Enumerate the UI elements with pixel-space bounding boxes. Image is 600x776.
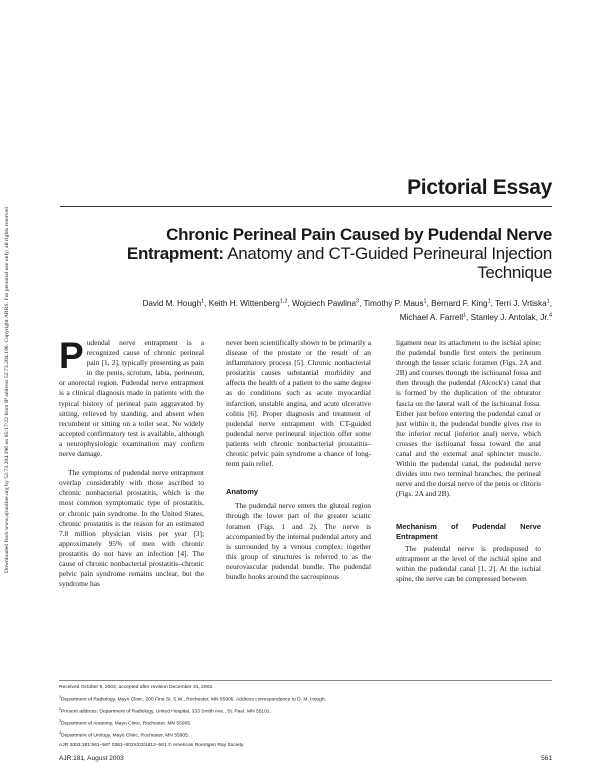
- author: Terri J. Vrtiska$^1$,: [495, 298, 552, 308]
- paragraph: The pudendal nerve is predisposed to entrapment at the level of the ischial spine and within the pudendal canal [1, 2]. At the ischial spine, the nerve can be compressed between: [396, 543, 541, 583]
- section-title: Pictorial Essay: [407, 176, 552, 199]
- author: Keith H. Wittenberg$^{1,2}$,: [208, 298, 292, 308]
- download-notice-sidebar: [1, 130, 13, 650]
- footnotes: [59, 684, 549, 752]
- author: Michael A. Farrell$^1$,: [399, 312, 471, 323]
- intro-paragraph: Pudendal nerve entrapment is a recognized cause of chronic perineal pain [1, 2], typically presenting as pain in the penis, scrotum, labia, perineum, or anorectal region. Pudendal nerve entrapment is a clinical diagnosis made in patients with the typical history of perineal pain aggravated by sitting, relieved by standing, and absent when recumbent or sitting on a toilet seat. No widely accepted confirmatory test is available, although a neurophysiologic examination may confirm nerve damage.: [59, 335, 204, 459]
- author: Wojciech Pawlina$^3$,: [292, 298, 364, 308]
- paragraph: ligament near its attachment to the ischial spine; the pudendal bundle first enters the perineum through the lesser sciatic foramen (Figs. 2A and 2B) and courses through the ischioanal fossa and then through the pudendal (Alcock's) canal that is formed by the duplication of the obturator fascia on the lateral wall of the ischioanal fossa. Either just before entering the pudendal canal or just within it, the pudendal bundle gives rise to the inferior rectal (inferior anal) nerve, which crosses the ischioanal fossa toward the anal canal and the external anal sphincter muscle. Within the pudendal canal, the pudendal nerve divides into two terminal branches, the perineal nerve and the dorsal nerve of the penis or clitoris (Figs. 2A and 2B).: [396, 338, 541, 499]
- affiliation-footnote: $^1$Department of Radiology, Mayo Clinic, 200 First St. S.W., Rochester, MN 55905. Address correspondence to D. M. Hough.: [59, 694, 326, 703]
- citation-line: AJR 2003;181:561–567 0361–803X/03/1812–561 © American Roentgen Ray Society: [59, 743, 244, 748]
- paragraph: The pudendal nerve enters the gluteal region through the lower part of the greater sciatic foramen (Figs. 1 and 2). The nerve is accompanied by the internal pudendal artery and is surrounded by a venous complex; together this group of structures is referred to as the neurovascular pudendal bundle. The pudendal bundle hooks around the sacrospinous: [226, 501, 371, 581]
- paragraph: never been scientifically shown to be primarily a disease of the prostate or the result of an inflammatory process [5]. Chronic nonbacterial prostatitis causes substantial morbidity and affects the health of a patient to the same degree as do conditions such as acute myocardial infarction, unstable angina, and acute ulcerative colitis [6]. Proper diagnosis and treatment of pudendal nerve entrapment with CT-guided pudendal nerve perineural injection offer some patients with chronic nonbacterial prostatitis–chronic pelvic pain syndrome a chance of long-term pain relief.: [226, 338, 371, 469]
- footnote-rule: [59, 680, 552, 681]
- mechanism-heading: Mechanism of Pudendal Nerve Entrapment: [396, 521, 541, 541]
- body-column-1: [59, 335, 204, 589]
- author-list: [82, 295, 552, 324]
- anatomy-heading: Anatomy: [226, 487, 259, 497]
- download-notice-text: Downloaded from www.ajronline.org by 52.73.204.196 on 05/17/22 from IP address 52.73.204.196. Copyright ARRS. For personal use only; all rights reserved: [4, 207, 10, 573]
- paragraph: The symptoms of pudendal nerve entrapment overlap considerably with those ascribed to chronic nonbacterial prostatitis, which is the most common symptomatic type of prostatitis, or chronic pain syndrome. In the United States, chronic prostatitis is the reason for an estimated 7.8 million physician visits per year [3]; approximately 95% of men with chronic prostatitis do not have an infection [4]. The cause of chronic nonbacterial prostatitis–chronic pelvic pain syndrome remains unclear, but the syndrome has: [59, 468, 204, 589]
- affiliation-footnote: $^3$Department of Anatomy, Mayo Clinic, Rochester, MN 55905.: [59, 718, 192, 727]
- author: Timothy P. Maus$^1$,: [363, 298, 432, 308]
- article-title: [112, 225, 552, 282]
- body-column-3: [396, 338, 541, 584]
- article-title-regular: Anatomy and CT-Guided Perineural Injection Technique: [223, 244, 552, 282]
- journal-footer: AJR:181, August 2003: [59, 755, 124, 762]
- body-column-2: [226, 338, 371, 582]
- page-number: 561: [541, 755, 552, 762]
- author: David M. Hough$^1$,: [142, 298, 209, 308]
- article-title-bold: Chronic Perineal Pain Caused by Pudendal Nerve Entrapment:: [126, 225, 552, 263]
- author: Stanley J. Antolak, Jr.$^4$: [470, 312, 552, 323]
- received-date: Received October 9, 2002; accepted after revision December 31, 2002.: [59, 685, 214, 690]
- affiliation-footnote: $^4$Department of Urology, Mayo Clinic, Rochester, MN 55905.: [59, 730, 190, 739]
- author: Bernard F. King$^1$,: [431, 298, 493, 308]
- drop-cap: P: [59, 335, 84, 376]
- affiliation-footnote: $^2$Present address: Department of Radiology, United Hospital, 333 Smith Ave., St. Paul, MN 55102.: [59, 706, 271, 715]
- header-rule: [60, 206, 552, 207]
